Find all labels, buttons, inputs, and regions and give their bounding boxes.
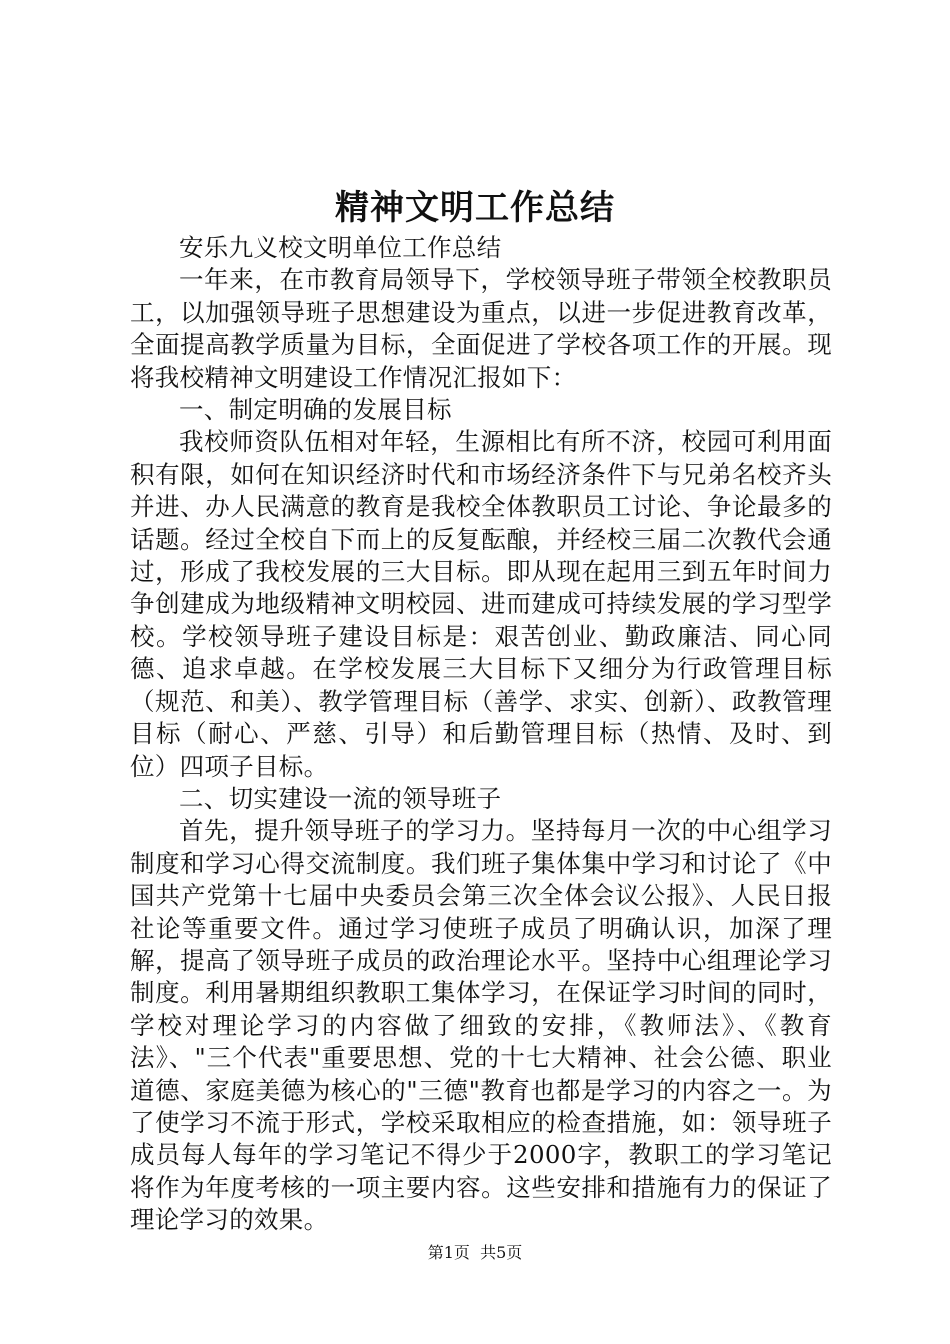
intro-paragraph: 一年来，在市教育局领导下，学校领导班子带领全校教职员工，以加强领导班子思想建设为重点，以进一步促进教育改革，全面提高教学质量为目标，全面促进了学校各项工作的开展。现将我校精神文明建设工作情况汇报如下： (130, 265, 832, 392)
page-footer (0, 1243, 950, 1263)
section-1-paragraph: 我校师资队伍相对年轻，生源相比有所不济，校园可利用面积有限，如何在知识经济时代和市场经济条件下与兄弟名校齐头并进、办人民满意的教育是我校全体教职员工讨论、争论最多的话题。经过全校自下而上的反复酝酿，并经校三届二次教代会通过，形成了我校发展的三大目标。即从现在起用三到五年时间力争创建成为地级精神文明校园、进而建成可持续发展的学习型学校。学校领导班子建设目标是：艰苦创业、勤政廉洁、同心同德、追求卓越。在学校发展三大目标下又细分为行政管理目标（规范、和美）、教学管理目标（善学、求实、创新）、政教管理目标（耐心、严慈、引导）和后勤管理目标（热情、及时、到位）四项子目标。 (130, 427, 832, 781)
document-title: 精神文明工作总结 (335, 188, 615, 228)
section-heading-1: 一、制定明确的发展目标 (179, 395, 452, 425)
document-body (130, 232, 832, 1237)
subtitle-paragraph: 安乐九义校文明单位工作总结 (179, 233, 502, 262)
section-2-paragraph: 首先，提升领导班子的学习力。坚持每月一次的中心组学习制度和学习心得交流制度。我们班子集体集中学习和讨论了《中国共产党第十七届中央委员会第三次全体会议公报》、人民日报社论等重要文件。通过学习使班子成员了明确认识，加深了理解，提高了领导班子成员的政治理论水平。坚持中心组理论学习制度。利用暑期组织教职工集体学习，在保证学习时间的同时，学校对理论学习的内容做了细致的安排，《教师法》、《教育法》、"三个代表"重要思想、党的十七大精神、社会公德、职业道德、家庭美德为核心的"三德"教育也都是学习的内容之一。为了使学习不流于形式，学校采取相应的检查措施，如：领导班子成员每人每年的学习笔记不得少于2000字，教职工的学习笔记将作为年度考核的一项主要内容。这些安排和措施有力的保证了理论学习的效果。 (130, 816, 832, 1235)
section-heading-2: 二、切实建设一流的领导班子 (179, 783, 502, 813)
page-number: 第1页 共5页 (427, 1243, 523, 1262)
